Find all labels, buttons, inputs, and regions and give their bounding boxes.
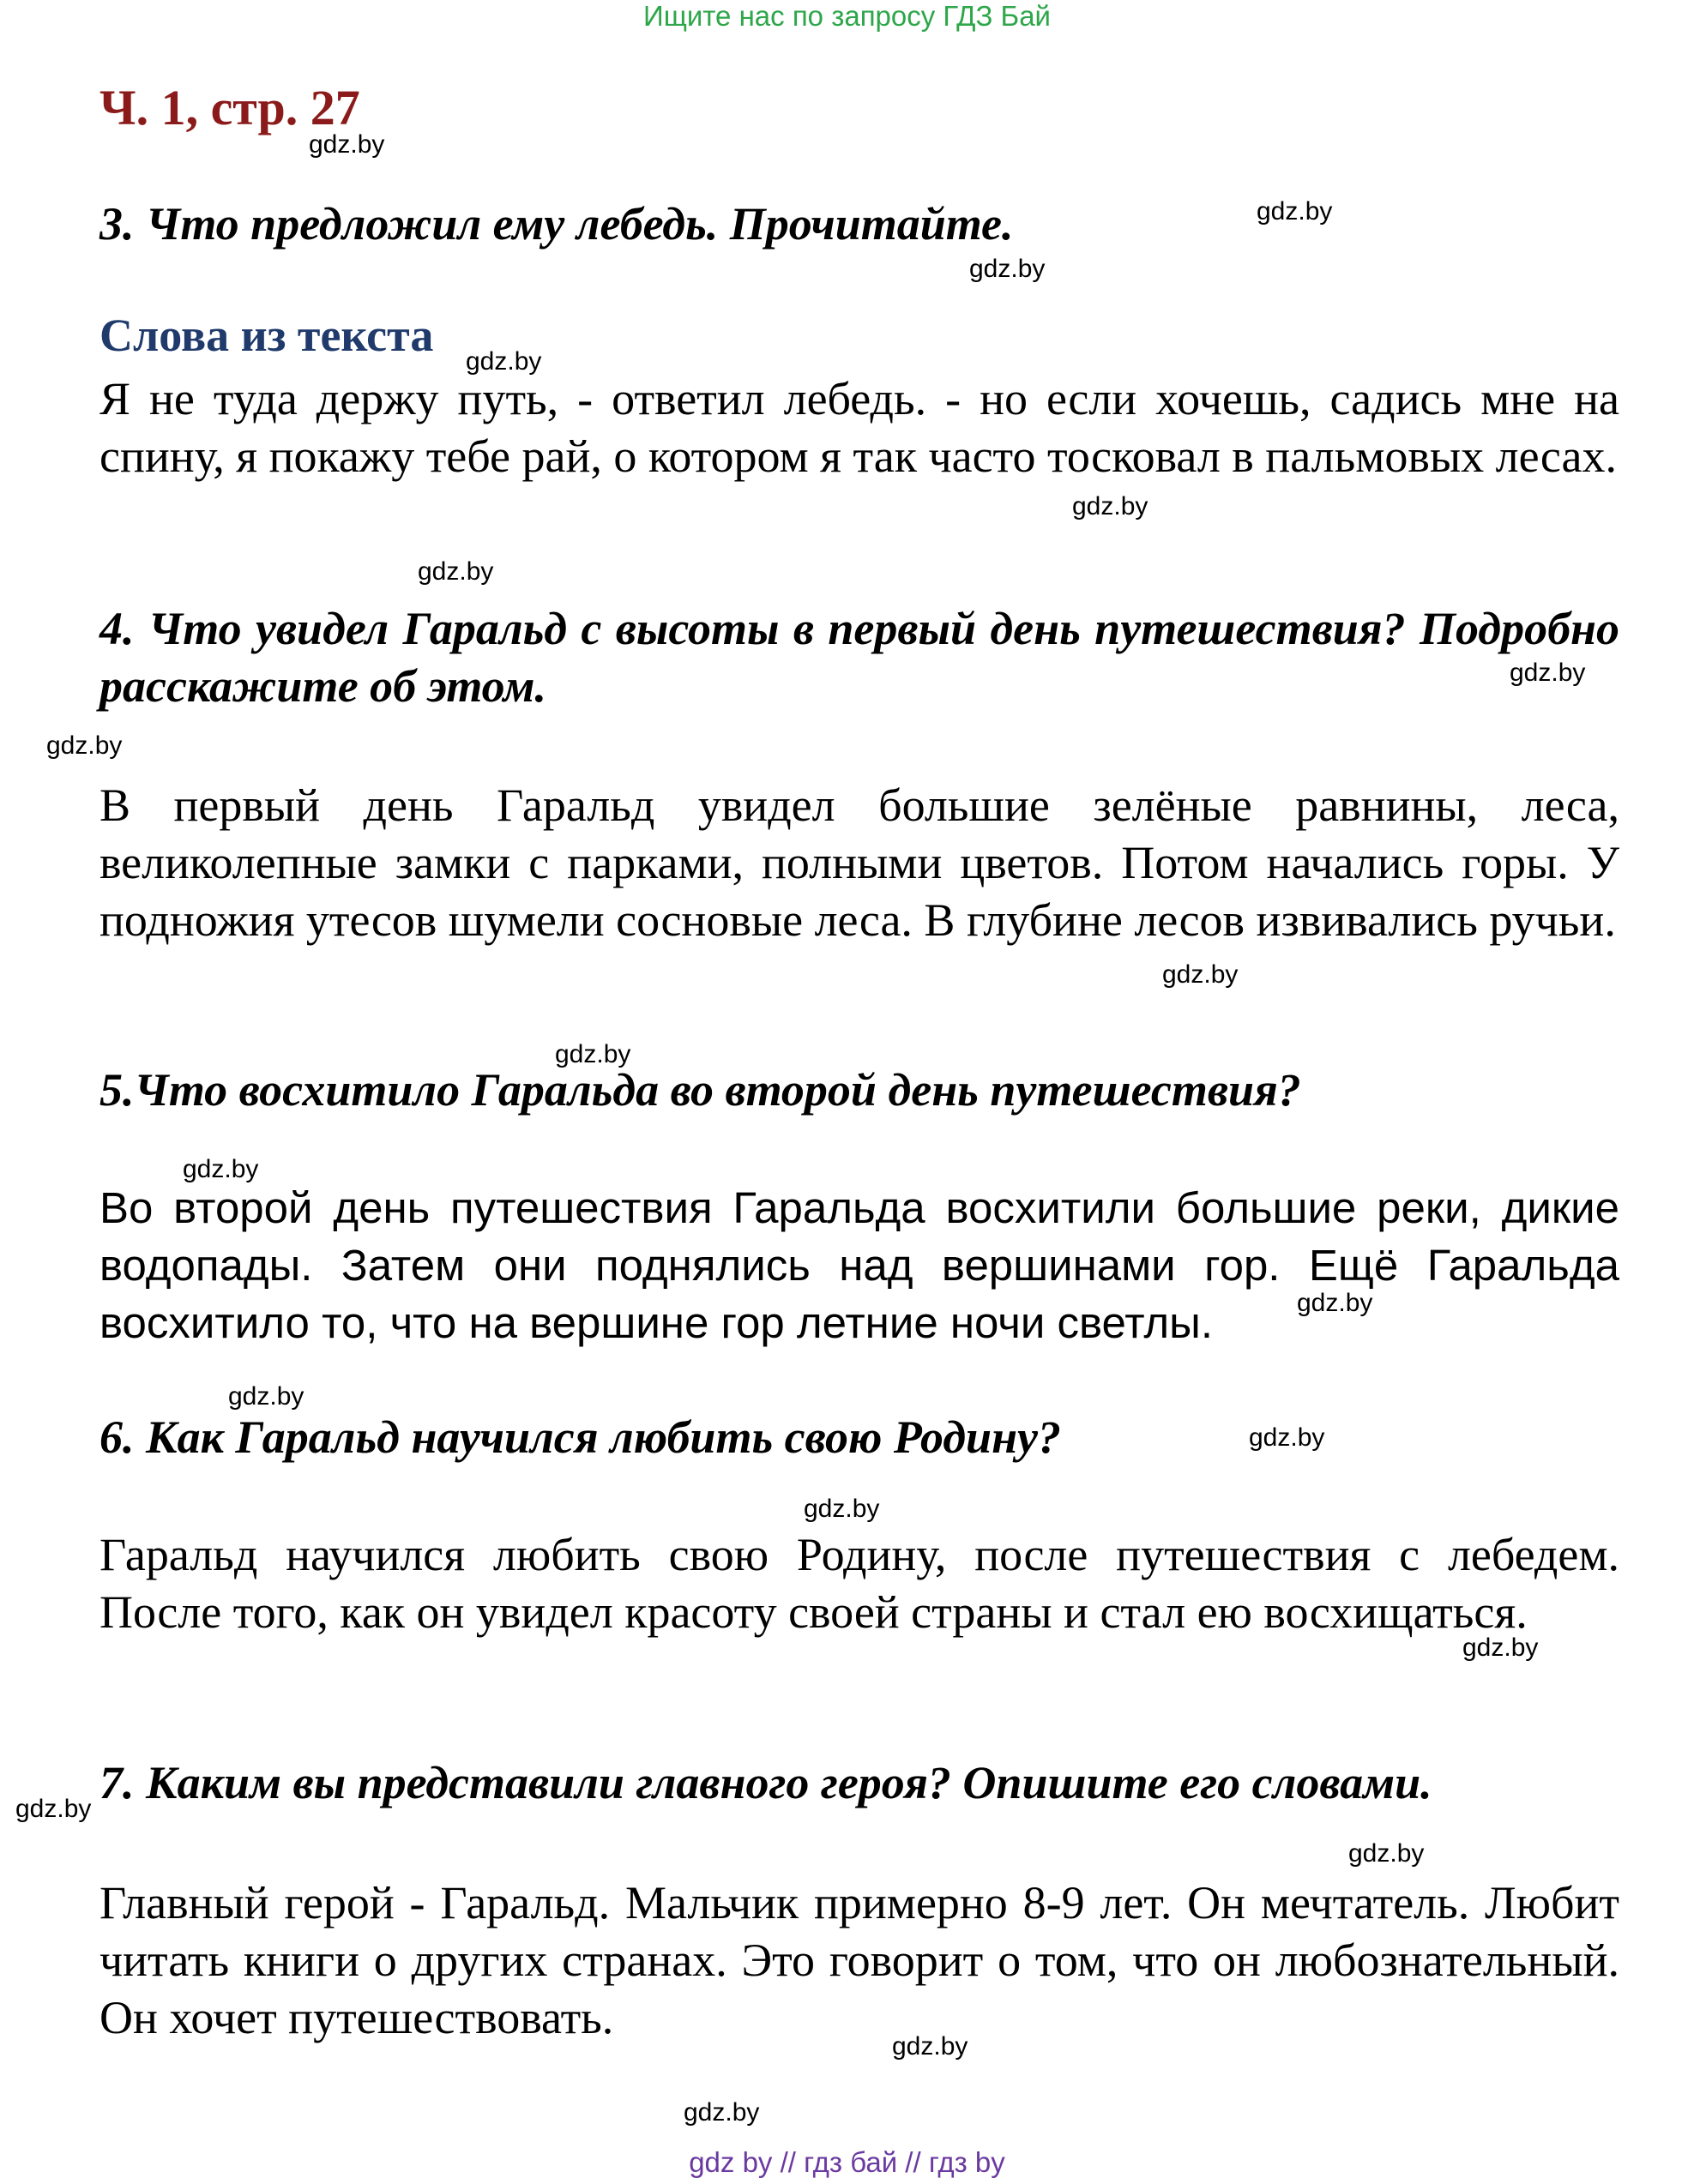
watermark: gdz.by <box>309 130 385 159</box>
watermark: gdz.by <box>1072 492 1148 520</box>
question-7: 7. Каким вы представили главного героя? Опишите его словами. <box>99 1757 1432 1808</box>
section-title: Слова из текста <box>99 310 434 361</box>
watermark: gdz.by <box>804 1495 880 1523</box>
watermark: gdz.by <box>1297 1289 1373 1317</box>
watermark: gdz.by <box>46 731 123 760</box>
watermark: gdz.by <box>1510 659 1586 687</box>
footer-links[interactable]: gdz by // гдз бай // гдз by <box>689 2146 1005 2178</box>
question-6: 6. Как Гаральд научился любить свою Родину? <box>99 1411 1062 1463</box>
answer-6: Гаральд научился любить свою Родину, после путешествия с лебедем. После того, как он увидел красоту своей страны и стал ею восхищаться. <box>99 1529 1619 1638</box>
watermark: gdz.by <box>183 1155 259 1183</box>
watermark: gdz.by <box>892 2032 968 2061</box>
watermark: gdz.by <box>418 557 494 586</box>
watermark: gdz.by <box>1162 960 1239 989</box>
watermark: gdz.by <box>1257 197 1333 226</box>
watermark: gdz.by <box>15 1795 92 1823</box>
question-3: 3. Что предложил ему лебедь. Прочитайте. <box>99 198 1014 250</box>
watermark: gdz.by <box>969 255 1046 283</box>
page-title: Ч. 1, стр. 27 <box>99 80 360 135</box>
watermark: gdz.by <box>466 347 542 376</box>
answer-5: Во второй день путешествия Гаральда восхитили большие реки, дикие водопады. Затем они поднялись над вершинами гор. Ещё Гаральда восхитило то, что на вершине гор летние ночи светлы. <box>99 1183 1619 1347</box>
question-4: 4. Что увидел Гаральд с высоты в первый день путешествия? Подробно расскажите об этом. <box>99 603 1619 712</box>
top-banner[interactable]: Ищите нас по запросу ГДЗ Бай <box>643 0 1051 32</box>
watermark: gdz.by <box>228 1382 304 1411</box>
watermark: gdz.by <box>1462 1633 1539 1662</box>
answer-7: Главный герой - Гаральд. Мальчик примерно 8-9 лет. Он мечтатель. Любит читать книги о других странах. Это говорит о том, что он любознательный. Он хочет путешествовать. <box>99 1877 1619 2043</box>
answer-4: В первый день Гаральд увидел большие зелёные равнины, леса, великолепные замки с парками, полными цветов. Потом начались горы. У подножия утесов шумели сосновые леса. В глубине лесов извивались ручьи. <box>99 779 1619 946</box>
watermark: gdz.by <box>684 2098 760 2127</box>
watermark: gdz.by <box>1348 1839 1425 1868</box>
question-5: 5.Что восхитило Гаральда во второй день путешествия? <box>99 1064 1301 1116</box>
watermark: gdz.by <box>1249 1423 1325 1452</box>
watermark: gdz.by <box>555 1040 631 1068</box>
answer-3: Я не туда держу путь, - ответил лебедь. - но если хочешь, садись мне на спину, я покажу тебе рай, о котором я так часто тосковал в пальмовых лесах. <box>99 373 1619 482</box>
